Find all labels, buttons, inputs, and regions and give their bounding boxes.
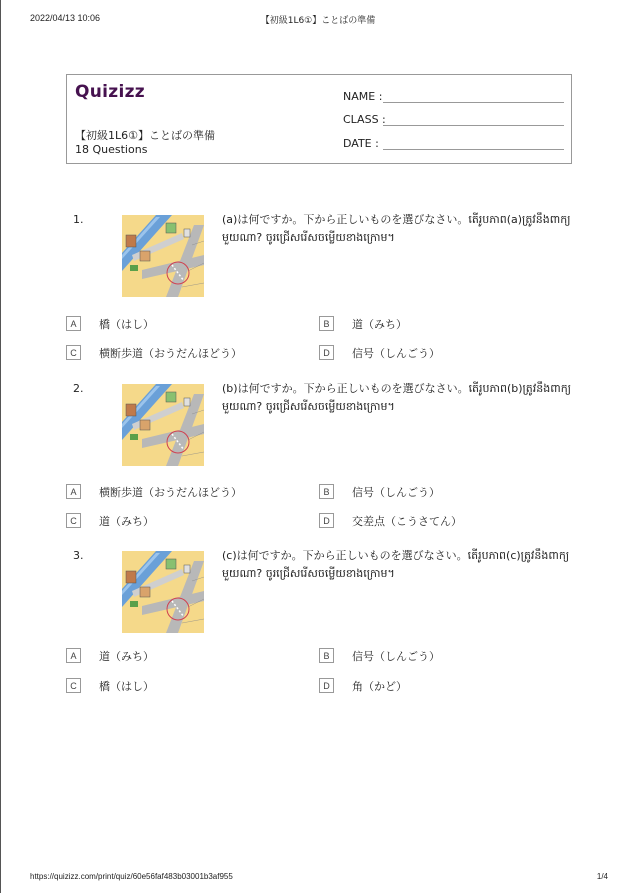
name-label: NAME :	[343, 90, 383, 103]
print-datetime: 2022/04/13 10:06	[30, 13, 101, 23]
page-number: 1/4	[596, 872, 608, 881]
answer-option[interactable]	[66, 316, 266, 332]
page-edge-line	[0, 0, 1, 893]
option-text: 信号（しんごう）	[352, 347, 440, 360]
answer-option[interactable]	[66, 678, 266, 694]
option-letter-box: B	[319, 316, 334, 331]
option-letter-box: C	[66, 513, 81, 528]
answer-option[interactable]	[66, 345, 266, 361]
question-number: 1.	[73, 213, 84, 226]
option-text: 横断歩道（おうだんほどう）	[99, 486, 242, 499]
option-letter-box: D	[319, 513, 334, 528]
quiz-header-card	[66, 74, 572, 164]
answer-option[interactable]	[319, 484, 519, 500]
answer-option[interactable]	[66, 513, 266, 529]
option-letter-box: A	[66, 484, 81, 499]
street-map-image	[122, 551, 204, 633]
date-field	[343, 137, 379, 150]
street-map-image	[122, 384, 204, 466]
name-line	[383, 102, 564, 103]
answer-option[interactable]	[319, 648, 519, 664]
option-text: 道（みち）	[99, 650, 154, 663]
option-letter-box: C	[66, 345, 81, 360]
class-field	[343, 113, 386, 126]
option-letter-box: D	[319, 678, 334, 693]
option-letter-box: B	[319, 648, 334, 663]
answer-option[interactable]	[319, 316, 519, 332]
option-text: 道（みち）	[352, 318, 407, 331]
print-title: 【初級1L6①】ことばの準備	[260, 16, 376, 26]
class-label: CLASS :	[343, 113, 386, 126]
option-letter-box: D	[319, 345, 334, 360]
option-letter-box: A	[66, 316, 81, 331]
option-text: 交差点（こうさてん）	[352, 515, 462, 528]
option-text: 信号（しんごう）	[352, 650, 440, 663]
option-text: 横断歩道（おうだんほどう）	[99, 347, 242, 360]
question-text: (c)は何ですか。下から正しいものを選びなさい。តើរូបភាព(c)ត្រូវនឹងពាក្យមួយណា? ចូរជ្រើសរើសចម្លើយខាងក្រោម។	[222, 549, 570, 580]
question-number: 2.	[73, 382, 84, 395]
date-line	[383, 149, 564, 150]
name-field	[343, 90, 382, 103]
street-map-image	[122, 215, 204, 297]
option-text: 橋（はし）	[99, 318, 154, 331]
answer-option[interactable]	[66, 484, 266, 500]
question-count: 18 Questions	[75, 143, 148, 156]
footer-url: https://quizizz.com/print/quiz/60e56faf483b03001b3af955	[30, 872, 233, 881]
option-text: 角（かど）	[352, 680, 407, 693]
class-line	[383, 125, 564, 126]
option-text: 信号（しんごう）	[352, 486, 440, 499]
question-number: 3.	[73, 549, 84, 562]
answer-option[interactable]	[66, 648, 266, 664]
quiz-title: 【初級1L6①】ことばの準備	[75, 129, 215, 142]
date-label: DATE :	[343, 137, 379, 150]
option-letter-box: A	[66, 648, 81, 663]
option-letter-box: B	[319, 484, 334, 499]
option-letter-box: C	[66, 678, 81, 693]
question-text: (a)は何ですか。下から正しいものを選びなさい。តើរូបភាព(a)ត្រូវនឹងពាក្យមួយណា? ចូរជ្រើសរើសចម្លើយខាងក្រោម។	[222, 213, 571, 244]
question-text: (b)は何ですか。下から正しいものを選びなさい。តើរូបភាព(b)ត្រូវនឹងពាក្យមួយណា? ចូរជ្រើសរើសចម្លើយខាងក្រោម។	[222, 382, 571, 413]
answer-option[interactable]	[319, 678, 519, 694]
option-text: 道（みち）	[99, 515, 154, 528]
answer-option[interactable]	[319, 345, 519, 361]
quizizz-logo: Quizizz	[75, 82, 145, 102]
answer-option[interactable]	[319, 513, 519, 529]
option-text: 橋（はし）	[99, 680, 154, 693]
